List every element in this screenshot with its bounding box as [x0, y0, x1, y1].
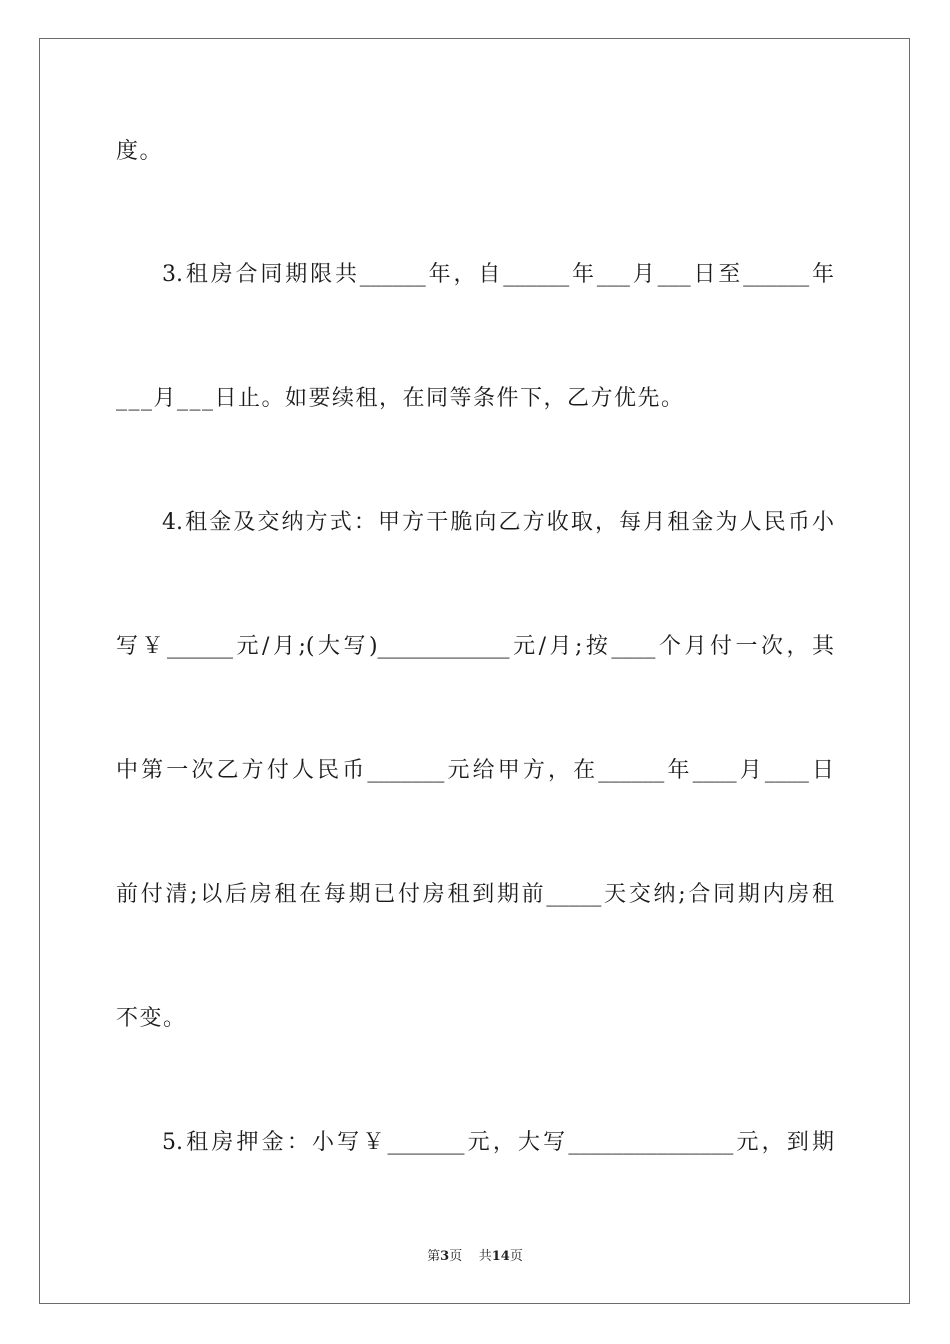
page-frame	[39, 38, 910, 1304]
text-line-8: 不变。	[116, 1006, 187, 1031]
text-line-9: 5.租房押金：小写￥_______元，大写_______________元，到期	[162, 1130, 834, 1155]
total-prefix: 共	[478, 1249, 492, 1264]
page-number: 3	[440, 1249, 450, 1264]
page-suffix: 页	[449, 1249, 463, 1264]
total-suffix: 页	[509, 1249, 523, 1264]
text-line-1: 度。	[116, 139, 164, 164]
text-line-5: 写￥______元/月;(大写)____________元/月;按____个月付一次，其	[116, 634, 834, 659]
text-line-2: 3.租房合同期限共______年，自______年___月___日至______年	[162, 262, 834, 287]
text-line-7: 前付清;以后房租在每期已付房租到期前_____天交纳;合同期内房租	[116, 882, 834, 907]
text-line-6: 中第一次乙方付人民币_______元给甲方，在______年____月____日	[116, 758, 834, 783]
page-footer	[0, 1248, 950, 1266]
text-line-4: 4.租金及交纳方式：甲方干脆向乙方收取，每月租金为人民币小	[162, 510, 834, 535]
page-prefix: 第	[427, 1249, 441, 1264]
text-line-3: ___月___日止。如要续租，在同等条件下，乙方优先。	[116, 386, 685, 411]
total-pages: 14	[491, 1249, 510, 1264]
